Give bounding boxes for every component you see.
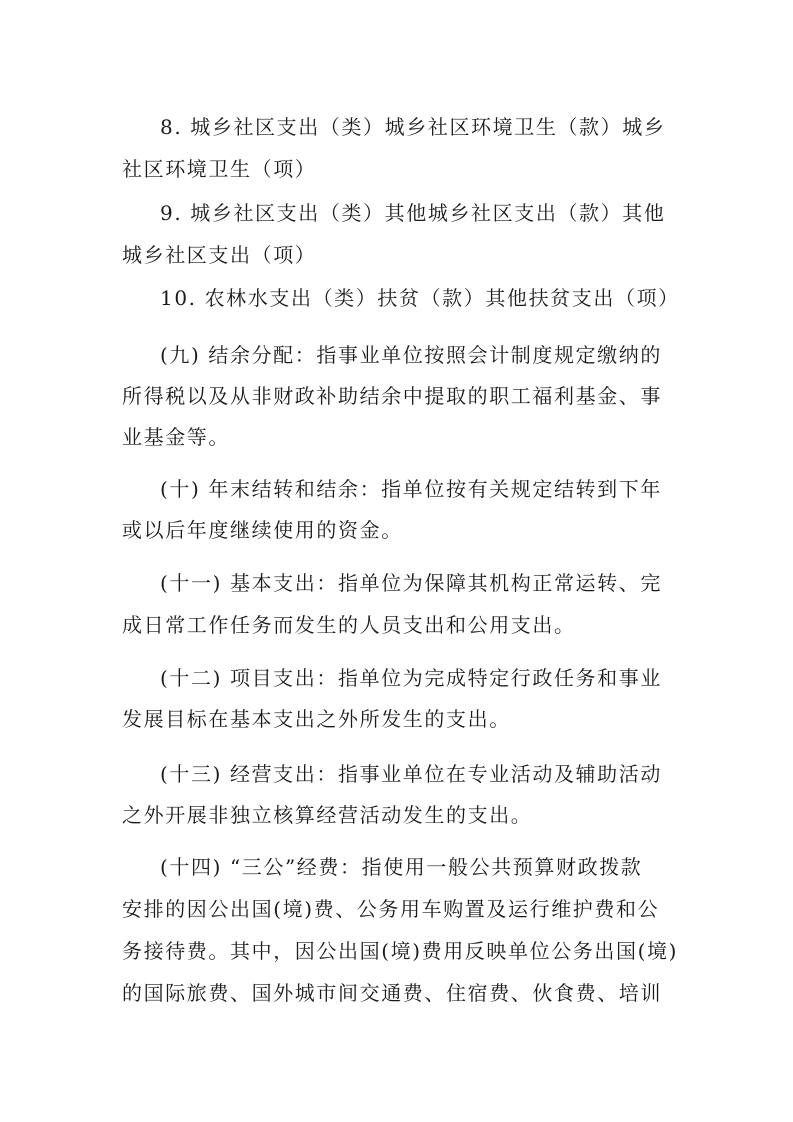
section-14-line-1: (十四) “三公”经费：指使用一般公共预算财政拨款 bbox=[160, 855, 643, 879]
item-9-line-2: 城乡社区支出（项） bbox=[122, 243, 317, 267]
section-13-line-2: 之外开展非独立核算经营活动发生的支出。 bbox=[122, 803, 533, 827]
item-9-line-1: 9. 城乡社区支出（类）其他城乡社区支出（款）其他 bbox=[160, 201, 666, 225]
section-10-line-1: (十) 年末结转和结余：指单位按有关规定结转到下年 bbox=[160, 477, 662, 501]
section-9-line-1: (九) 结余分配：指事业单位按照会计制度规定缴纳的 bbox=[160, 343, 662, 367]
section-9-line-3: 业基金等。 bbox=[122, 425, 230, 449]
section-12-line-1: (十二) 项目支出：指单位为完成特定行政任务和事业 bbox=[160, 666, 662, 690]
section-14-line-2: 安排的因公出国(境)费、公务用车购置及运行维护费和公 bbox=[122, 897, 660, 921]
section-14-line-4: 的国际旅费、国外城市间交通费、住宿费、伙食费、培训 bbox=[122, 981, 662, 1005]
section-11-line-1: (十一) 基本支出：指单位为保障其机构正常运转、完 bbox=[160, 571, 662, 595]
item-10-line-1: 10. 农林水支出（类）扶贫（款）其他扶贫支出（项） bbox=[160, 286, 680, 310]
section-14-line-3: 务接待费。其中，因公出国(境)费用反映单位公务出国(境) bbox=[122, 939, 679, 963]
section-10-line-2: 或以后年度继续使用的资金。 bbox=[122, 518, 403, 542]
item-8-line-2: 社区环境卫生（项） bbox=[122, 157, 317, 181]
section-13-line-1: (十三) 经营支出：指事业单位在专业活动及辅助活动 bbox=[160, 762, 662, 786]
section-9-line-2: 所得税以及从非财政补助结余中提取的职工福利基金、事 bbox=[122, 384, 662, 408]
section-11-line-2: 成日常工作任务而发生的人员支出和公用支出。 bbox=[122, 613, 576, 637]
item-8-line-1: 8. 城乡社区支出（类）城乡社区环境卫生（款）城乡 bbox=[160, 115, 666, 139]
section-12-line-2: 发展目标在基本支出之外所发生的支出。 bbox=[122, 707, 511, 731]
